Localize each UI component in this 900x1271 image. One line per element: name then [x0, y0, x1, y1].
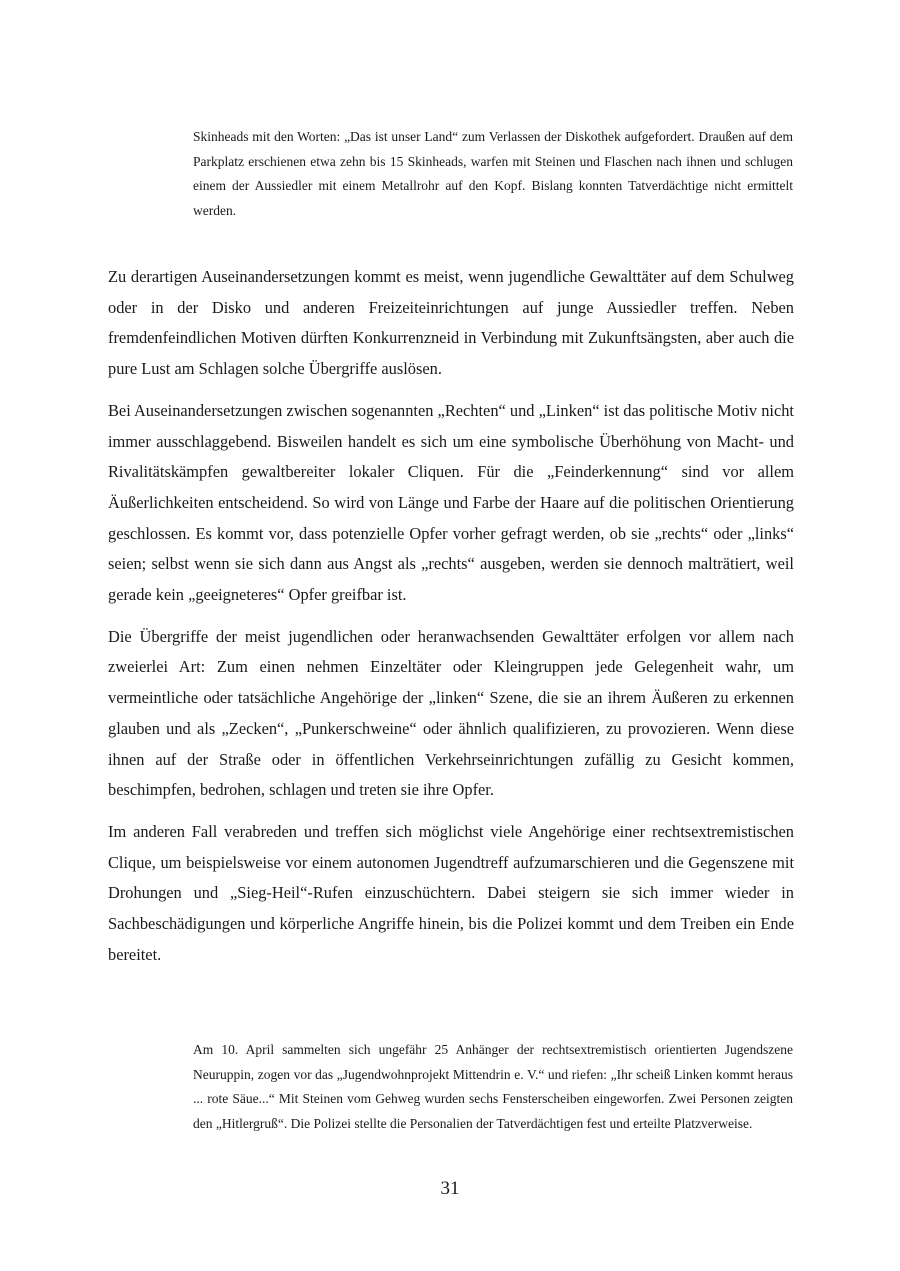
paragraph-2: Bei Auseinandersetzungen zwischen sogenannten „Rechten“ und „Linken“ ist das politische Motiv nicht immer ausschlaggebend. Bisweilen handelt es sich um eine symbolische Überhöhung von Macht- und Rivalitätskämpfen gewaltbereiter lokaler Cliquen. Für die „Feinderkennung“ sind vor allem Äußerlichkeiten entscheidend. So wird von Länge und Farbe der Haare auf die politischen Orientierung geschlossen. Es kommt vor, dass potenzielle Opfer vorher gefragt werden, ob sie „rechts“ oder „links“ seien; selbst wenn sie sich dann aus Angst als „rechts“ ausgeben, werden sie dennoch malträtiert, weil gerade kein „geeigneteres“ Opfer greifbar ist.	[108, 400, 794, 605]
paragraph-1: Zu derartigen Auseinandersetzungen kommt es meist, wenn jugendliche Gewalttäter auf dem Schulweg oder in der Disko und anderen Freizeiteinrichtungen auf junge Aussiedler treffen. Neben fremdenfeindlichen Motiven dürften Konkurrenzneid in Verbindung mit Zukunftsängsten, aber auch die pure Lust am Schlagen solche Übergriffe auslösen.	[108, 267, 794, 379]
case-example-quote-bottom: Am 10. April sammelten sich ungefähr 25 Anhänger der rechtsextremistisch orientierten Jugendszene Neuruppin, zogen vor das „Jugendwohnprojekt Mittendrin e. V.“ und riefen: „Ihr scheiß Linken kommt heraus ... rote Säue...“ Mit Steinen vom Gehweg wurden sechs Fensterscheiben eingeworfen. Zwei Personen zeigten den „Hitlergruß“. Die Polizei stellte die Personalien der Tatverdächtigen fest und erteilte Platzverweise.	[193, 1042, 793, 1131]
paragraph-3: Die Übergriffe der meist jugendlichen oder heranwachsenden Gewalttäter erfolgen vor allem nach zweierlei Art: Zum einen nehmen Einzeltäter oder Kleingruppen jede Gelegenheit wahr, um vermeintliche oder tatsächliche Angehörige der „linken“ Szene, die sie an ihrem Äußeren zu erkennen glauben und als „Zecken“, „Punkerschweine“ oder ähnlich qualifizieren, zu provozieren. Wenn diese ihnen auf der Straße oder in öffentlichen Verkehrseinrichtungen zufällig zu Gesicht kommen, beschimpfen, bedrohen, schlagen und treten sie ihre Opfer.	[108, 626, 794, 800]
body-text	[108, 262, 794, 981]
paragraph-4: Im anderen Fall verabreden und treffen sich möglichst viele Angehörige einer rechtsextremistischen Clique, um beispielsweise vor einem autonomen Jugendtreff aufzumarschieren und die Gegenszene mit Drohungen und „Sieg-Heil“-Rufen einzuschüchtern. Dabei steigern sie sich immer wieder in Sachbeschädigungen und körperliche Angriffe hinein, bis die Polizei kommt und dem Treiben ein Ende bereitet.	[108, 821, 794, 964]
case-example-quote-top: Skinheads mit den Worten: „Das ist unser Land“ zum Verlassen der Diskothek aufgefordert. Draußen auf dem Parkplatz erschienen etwa zehn bis 15 Skinheads, warfen mit Steinen und Flaschen nach ihnen und schlugen einem der Aussiedler mit einem Metallrohr auf den Kopf. Bislang konnten Tatverdächtige nicht ermittelt werden.	[193, 129, 793, 218]
page-number: 31	[440, 1178, 460, 1199]
